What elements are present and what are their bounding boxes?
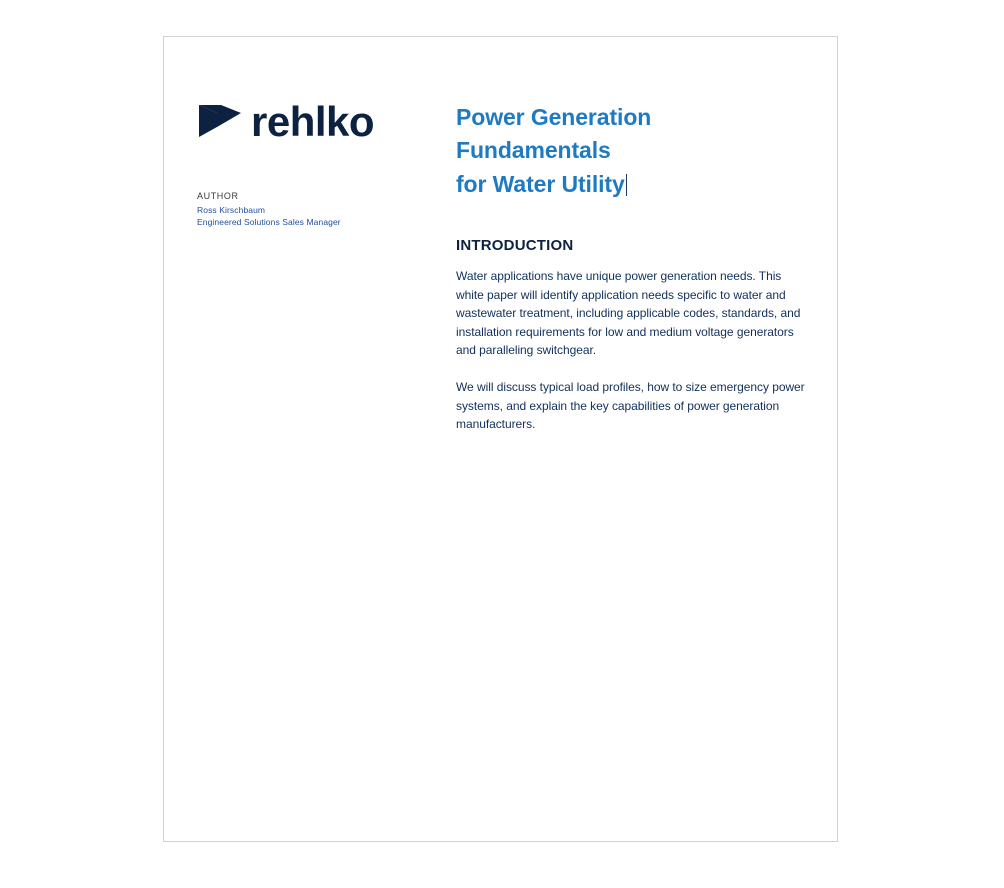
rehlko-chevron-logo-icon: [197, 99, 243, 143]
page-title: [456, 101, 806, 201]
document-right-column: [456, 101, 806, 434]
page-title-line-1: Power Generation: [456, 104, 652, 130]
intro-paragraph-1: Water applications have unique power generation needs. This white paper will identify application needs specific to water and wastewater treatment, including applicable codes, standards, and installation requirements for low and medium voltage generators and paralleling switchgear.: [456, 269, 801, 358]
document-page: [163, 36, 838, 842]
author-block: [197, 191, 427, 229]
page-title-line-2: Fundamentals: [456, 137, 611, 164]
document-left-column: [197, 97, 427, 229]
author-name: Ross Kirschbaum: [197, 205, 266, 215]
document-page-content: [164, 37, 837, 841]
author-title: Engineered Solutions Sales Manager: [197, 217, 341, 228]
section-heading-introduction: INTRODUCTION: [456, 237, 574, 255]
page-title-line-3: for Water Utility: [456, 170, 625, 197]
brand-logo: [197, 97, 427, 145]
brand-wordmark: rehlko: [251, 98, 375, 145]
author-label: AUTHOR: [197, 191, 239, 201]
intro-paragraph-2: We will discuss typical load profiles, how to size emergency power systems, and explain the key capabilities of power generation manufacturers.: [456, 380, 805, 432]
text-cursor: [626, 174, 627, 196]
